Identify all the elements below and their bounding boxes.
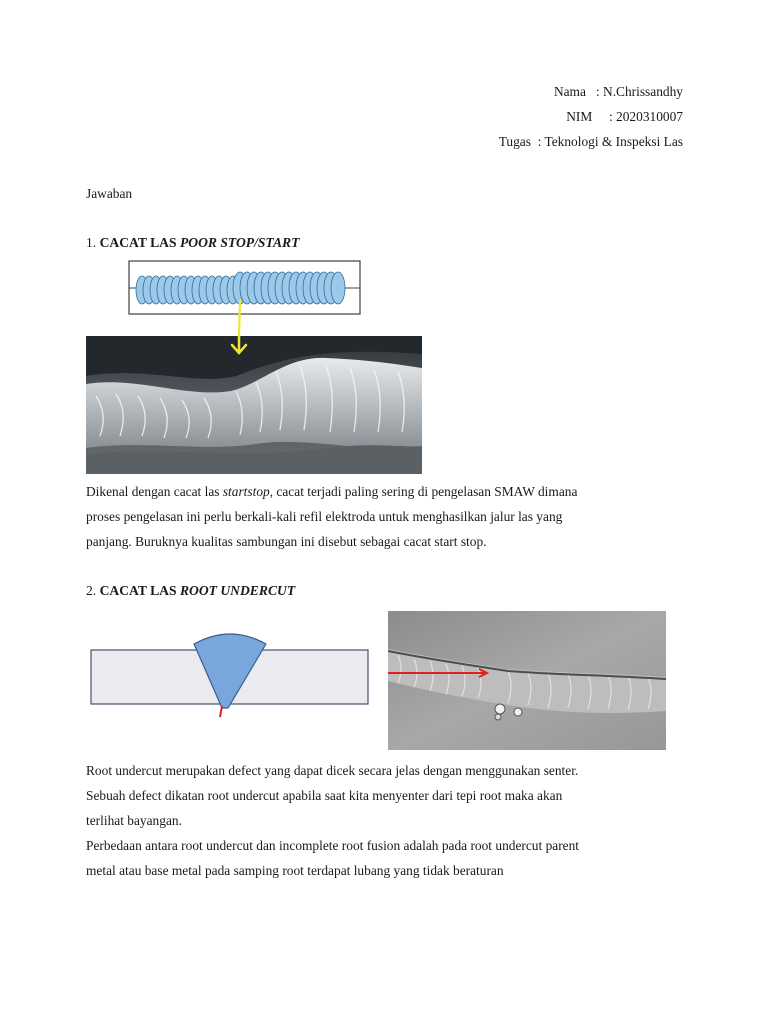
student-name: Nama : N.Chrissandhy	[553, 84, 683, 99]
student-nim: NIM : 2020310007	[566, 109, 683, 124]
poor-start-stop-diagram	[128, 260, 362, 316]
section-1-paragraph	[86, 479, 686, 554]
para1-text-b: , cacat terjadi paling sering di pengelasan SMAW dimana	[269, 484, 578, 499]
yellow-arrow-stem	[236, 300, 244, 338]
para2-line5: metal atau base metal pada samping root terdapat lubang yang tidak beraturan	[86, 863, 504, 878]
section-2-title-italic: ROOT UNDERCUT	[179, 583, 296, 598]
section-1-title-italic: POOR STOP/START	[179, 235, 300, 250]
section-2-number: 2.	[86, 583, 97, 598]
para1-text-a: Dikenal dengan cacat las	[86, 484, 223, 499]
para1-italic-term: startstop	[222, 484, 270, 499]
para2-line3: terlihat bayangan.	[86, 813, 182, 828]
root-undercut-diagram	[90, 612, 372, 722]
para2-line2: Sebuah defect dikatan root undercut apabila saat kita menyenter dari tepi root maka akan	[86, 788, 563, 803]
section-2-paragraph	[86, 758, 686, 883]
poor-start-stop-photo	[86, 336, 422, 474]
para2-line1: Root undercut merupakan defect yang dapat dicek secara jelas dengan menggunakan senter.	[86, 763, 579, 778]
section-2-heading	[86, 583, 295, 599]
section-2-title-bold: CACAT LAS	[99, 583, 177, 598]
weld-bead-ripple	[331, 272, 345, 304]
para1-line2: proses pengelasan ini perlu berkali-kali refil elektroda untuk menghasilkan jalur las yang	[86, 509, 563, 524]
assignment-title: Tugas : Teknologi & Inspeksi Las	[498, 134, 683, 149]
para2-line4: Perbedaan antara root undercut dan incomplete root fusion adalah pada root undercut parent	[86, 838, 580, 853]
section-1-heading	[86, 235, 299, 251]
section-1-number: 1.	[86, 235, 97, 250]
answer-label: Jawaban	[86, 186, 133, 201]
para1-line3: panjang. Buruknya kualitas sambungan ini disebut sebagai cacat start stop.	[86, 534, 487, 549]
root-undercut-photo	[388, 611, 666, 750]
section-1-title-bold: CACAT LAS	[99, 235, 177, 250]
